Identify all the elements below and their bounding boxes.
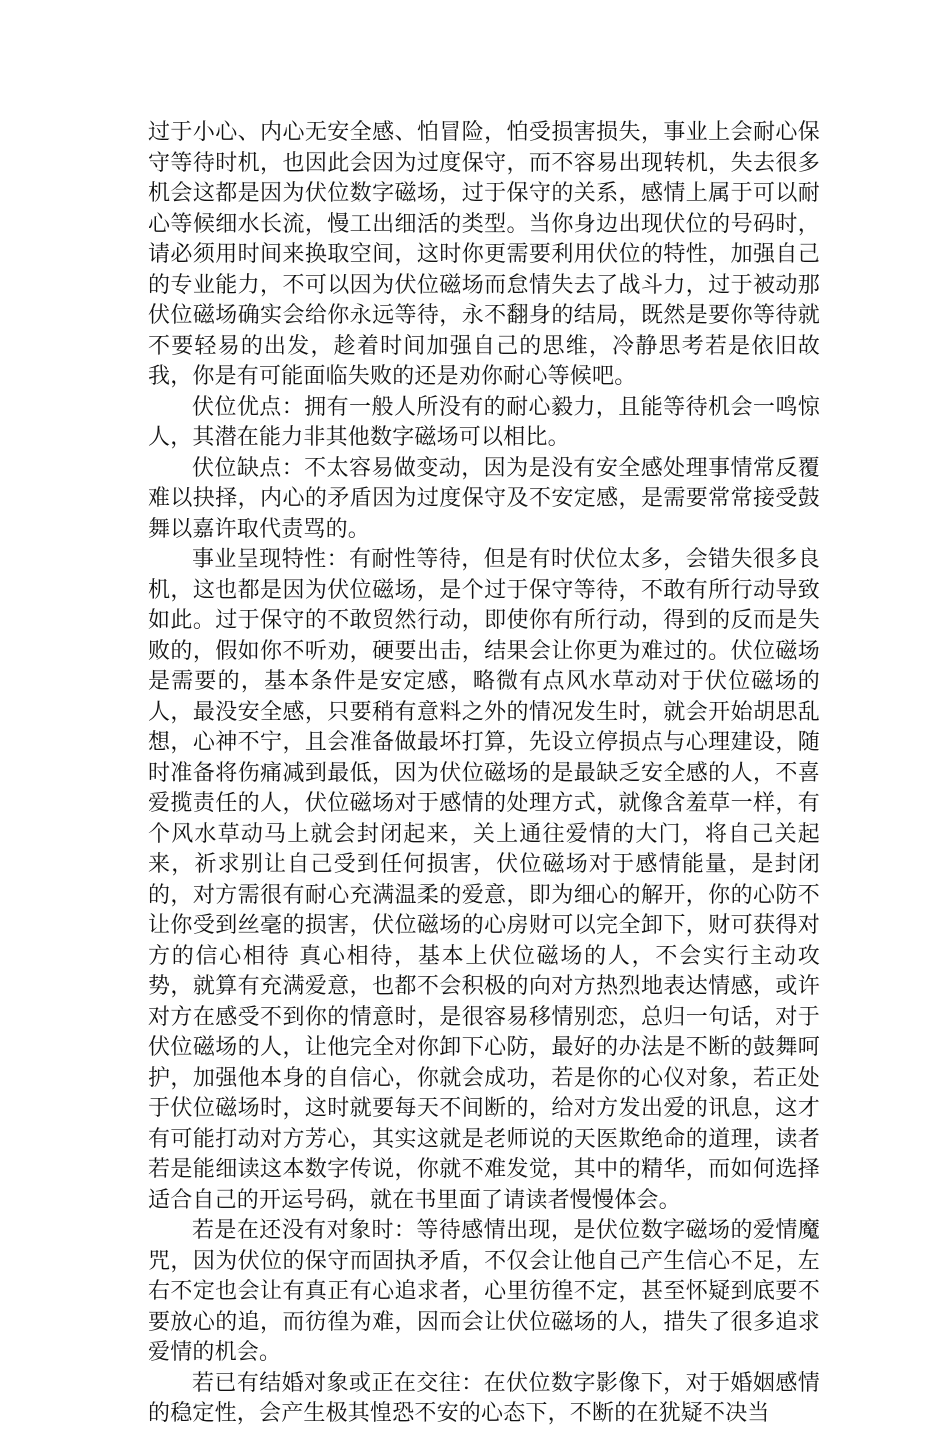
paragraph-no-partner: 若是在还没有对象时：等待感情出现，是伏位数字磁场的爱情魔咒，因为伏位的保守而固执矛盾，不仅会让他自己产生信心不足，左右不定也会让有真正有心追求者，心里彷徨不定，甚至怀疑到底要不要放心的追，而彷徨为难，因而会让伏位磁场的人，措失了很多追求爱情的机会。 (148, 1218, 820, 1365)
paragraph-career-traits: 事业呈现特性：有耐性等待，但是有时伏位太多，会错失很多良机，这也都是因为伏位磁场，是个过于保守等待，不敢有所行动导致如此。过于保守的不敢贸然行动，即使你有所行动，得到的反而是失败的，假如你不听劝，硬要出击，结果会让你更为难过的。伏位磁场是需要的，基本条件是安定感，略微有点风水草动对于伏位磁场的人，最没安全感，只要稍有意料之外的情况发生时，就会开始胡思乱想，心神不宁，且会准备做最坏打算，先设立停损点与心理建设，随时准备将伤痛减到最低，因为伏位磁场的是最缺乏安全感的人，不喜爱揽责任的人，伏位磁场对于感情的处理方式，就像含羞草一样，有个风水草动马上就会封闭起来，关上通往爱情的大门，将自己关起来，祈求别让自己受到任何损害，伏位磁场对于感情能量，是封闭的，对方需很有耐心充满温柔的爱意，即为细心的解开，你的心防不让你受到丝毫的损害，伏位磁场的心房财可以完全卸下，财可获得对方的信心相待 真心相待，基本上伏位磁场的人，不会实行主动攻势，就算有充满爱意，也都不会积极的向对方热烈地表达情感，或许对方在感受不到你的情意时，是很容易移情别恋，总归一句话，对于伏位磁场的人，让他完全对你卸下心防，最好的办法是不断的鼓舞呵护，加强他本身的自信心，你就会成功，若是你的心仪对象，若正处于伏位磁场时，这时就要每天不间断的，给对方发出爱的讯息，这才有可能打动对方芳心，其实这就是老师说的天医欺绝命的道理，读者若是能细读这本数字传说，你就不难发觉，其中的精华，而如何选择适合自己的开运号码，就在书里面了请读者慢慢体会。 (148, 547, 820, 1213)
paragraph-fuwei-disadvantages: 伏位缺点：不太容易做变动，因为是没有安全感处理事情常反覆难以抉择，内心的矛盾因为过度保守及不安定感，是需要常常接受鼓舞以嘉许取代责骂的。 (148, 455, 820, 542)
paragraph-fuwei-advantages: 伏位优点：拥有一般人所没有的耐心毅力，且能等待机会一鸣惊人，其潜在能力非其他数字磁场可以相比。 (148, 394, 820, 450)
body-text (148, 118, 820, 1430)
paragraph-married-or-dating: 若已有结婚对象或正在交往：在伏位数字影像下，对于婚姻感情的稳定性，会产生极其惶恐不安的心态下，不断的在犹疑不决当 (148, 1370, 820, 1426)
paragraph-1: 过于小心、内心无安全感、怕冒险，怕受损害损失，事业上会耐心保守等待时机，也因此会因为过度保守，而不容易出现转机，失去很多机会这都是因为伏位数字磁场，过于保守的关系，感情上属于可以耐心等候细水长流，慢工出细活的类型。当你身边出现伏位的号码时，请必须用时间来换取空间，这时你更需要利用伏位的特性，加强自己的专业能力，不可以因为伏位磁场而怠情失去了战斗力，过于被动那伏位磁场确实会给你永远等待，永不翻身的结局，既然是要你等待就不要轻易的出发，趁着时间加强自己的思维，冷静思考若是依旧故我，你是有可能面临失败的还是劝你耐心等候吧。 (148, 120, 820, 389)
